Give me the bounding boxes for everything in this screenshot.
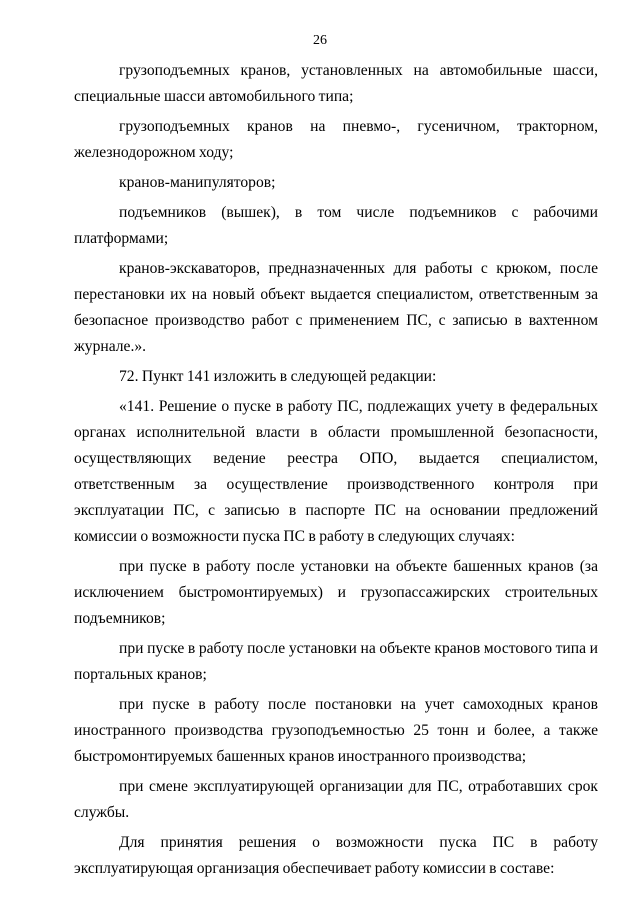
paragraph-bridge-cranes: при пуске в работу после установки на объекте кранов мостового типа и портальных кранов;: [74, 640, 598, 683]
page-number: 26: [313, 33, 327, 48]
paragraph-item-72: 72. Пункт 141 изложить в следующей редакции:: [119, 368, 437, 385]
paragraph-truck-cranes: грузоподъемных кранов, установленных на автомобильные шасси, специальные шасси автомобильного типа;: [74, 62, 598, 105]
paragraph-tower-cranes: при пуске в работу после установки на объекте башенных кранов (за исключением быстромонтируемых) и грузопассажирских строительных подъемников;: [74, 558, 598, 627]
paragraph-clause-141: «141. Решение о пуске в работу ПС, подлежащих учету в федеральных органах исполнительной власти в области промышленной безопасности, осуществляющих ведение реестра ОПО, выдается специалистом, ответственным за осуществление производственного контроля при эксплуатации ПС, с записью в паспорте ПС на основании предложений комиссии о возможности пуска ПС в работу в следующих случаях:: [74, 398, 598, 545]
paragraph-tracked-cranes: грузоподъемных кранов на пневмо-, гусеничном, тракторном, железнодорожном ходу;: [74, 118, 598, 161]
paragraph-foreign-cranes: при пуске в работу после постановки на учет самоходных кранов иностранного производства грузоподъемностью 25 тонн и более, а также быстромонтируемых башенных кранов иностранного производства;: [74, 696, 598, 765]
paragraph-excavator-cranes: кранов-экскаваторов, предназначенных для работы с крюком, после перестановки их на новый объект выдается специалистом, ответственным за безопасное производство работ с применением ПС, с записью в вахтенном журнале.».: [74, 260, 598, 355]
paragraph-lifts: подъемников (вышек), в том числе подъемников с рабочими платформами;: [74, 204, 598, 247]
paragraph-operator-change: при смене эксплуатирующей организации для ПС, отработавших срок службы.: [74, 778, 598, 821]
paragraph-commission: Для принятия решения о возможности пуска ПС в работу эксплуатирующая организация обеспечивает работу комиссии в составе:: [74, 834, 598, 877]
document-body: [74, 58, 598, 882]
paragraph-manipulator-cranes: кранов-манипуляторов;: [119, 174, 276, 191]
